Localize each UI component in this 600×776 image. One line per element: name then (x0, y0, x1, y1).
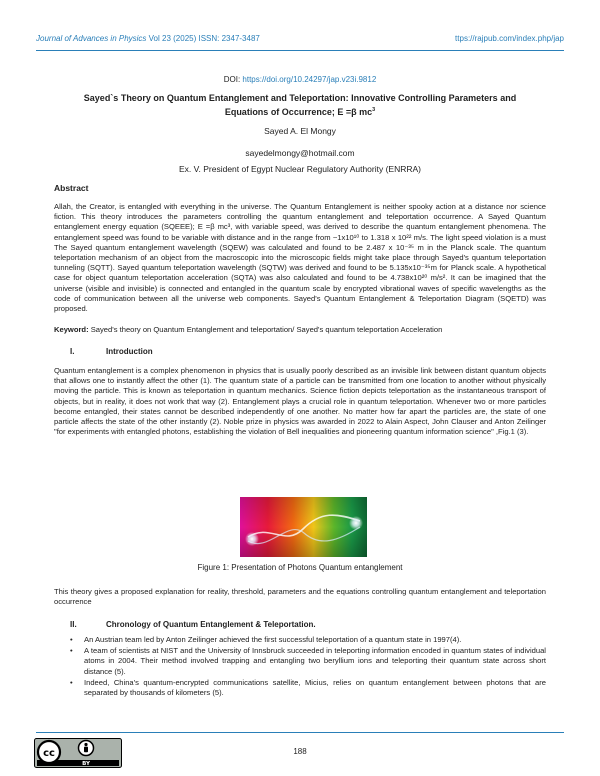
figure-entanglement-image (240, 497, 367, 557)
journal-name[interactable]: Journal of Advances in Physics (36, 34, 147, 43)
bullet-icon: • (70, 677, 73, 687)
keywords-text: Sayed's theory on Quantum Entanglement and teleportation/ Sayed's quantum teleportation Acceleration (90, 325, 443, 334)
abstract-text: Allah, the Creator, is entangled with everything in the universe. The Quantum Entanglement is neither spooky action at a distance nor science fiction. This theory introduces the parameters controlling the quantum entanglement and teleportation occurrence. A Sayed Quantum entanglement energy equation (SQEEE); E =β mc³, with variable speed, was derived to describe the quantum entanglement phenomena. The entanglement speed was found to be variable with distance and in the range from ~1x10¹⁰ to 1.318 x 10²² m/s. The light speed violation is a must The Sayed quantum entanglement wavelength (SQEW) was calculated and found to be 2.487 x 10⁻³⁵ m in the Planck scale. The quantum teleportation mechanism of an object from the macroscopic into the microscopic fields might take place through Sayed's quantum teleportation tunneling (SQTT). Sayed quantum teleportation wavelength (SQTW) was derived and found to be 5.135x10⁻³⁵m for Planck scale. A hypothetical case for object quantum teleportation acceleration (SQTA) was also calculated and found to be 4.738x10²⁰ m/s². It can be imagined that the universe (visible and invisible) is connected and entangled in the quantum scale by encrypted vibrational waves of specific wavelengths as the code of communication between all the universe web components. Sayed's Quantum Entanglement & Teleportation Diagram (SQETD) was proposed. (54, 202, 546, 314)
author-email[interactable]: sayedelmongy@hotmail.com (245, 148, 355, 158)
abstract-heading: Abstract (54, 183, 89, 193)
title-text: Sayed`s Theory on Quantum Entanglement and Teleportation: Innovative Controlling Parameters and Equations of Occurrence; E =β mc (83, 93, 517, 117)
section-number: II. (70, 620, 77, 629)
figure-caption: Figure 1: Presentation of Photons Quantum entanglement (197, 563, 403, 572)
introduction-text: Quantum entanglement is a complex phenomenon in physics that is usually poorly described as an invisible link between distant quantum objects that allows one to instantly affect the other (1). The quantum state of a particle can be transmitted from one location to another without physically moving the particle. This is known as teleportation in quantum mechanics. Science fiction depicts teleportation as the instantaneous transport of objects, but in reality, it does not work that way (2). Entanglement plays a crucial role in quantum teleportation. Whenever two or more particles become entangled, their states cannot be described independently of one another. No matter how far apart the particles are, the state of one particle affects the state of the other instantly (2). Noble prize in physics was awarded in 2022 to Alain Aspect, John Clauser and Anton Zeilinger "for experiments with entangled photons, establishing the violation of Bell inequalities and pioneering quantum information science" ,Fig.1 (3). (54, 366, 546, 437)
doi-link[interactable]: https://doi.org/10.24297/jap.v23i.9812 (242, 75, 377, 84)
svg-text:cc: cc (43, 748, 55, 759)
license-text: BY (82, 761, 90, 768)
list-item-text: Indeed, China's quantum-encrypted communications satellite, Micius, relies on quantum entanglement between photons that are separated by thousands of kilometers (5). (84, 677, 546, 698)
section-number: I. (70, 347, 75, 356)
list-item (70, 635, 546, 645)
theory-summary-text: This theory gives a proposed explanation for reality, threshold, parameters and the equations controlling quantum entanglement and teleportation occurrence (54, 587, 546, 607)
doi-label: DOI: (223, 75, 243, 84)
list-item-text: An Austrian team led by Anton Zeilinger achieved the first successful teleportation of a quantum state in 1997(4). (84, 635, 462, 644)
figure-graphic (240, 497, 367, 557)
running-header (36, 34, 564, 48)
footer-divider (36, 732, 564, 733)
keywords (54, 325, 554, 334)
section-heading-chronology (70, 620, 316, 629)
chronology-list (70, 635, 546, 699)
section-heading-introduction (70, 347, 153, 356)
doi-line (0, 75, 600, 84)
bullet-icon: • (70, 646, 73, 656)
journal-citation (36, 34, 260, 43)
journal-url[interactable]: ttps://rajpub.com/index.php/jap (455, 34, 564, 43)
author-name: Sayed A. El Mongy (264, 126, 336, 136)
title-superscript: 3 (372, 107, 376, 113)
journal-meta: Vol 23 (2025) ISSN: 2347-3487 (146, 34, 260, 43)
list-item (70, 677, 546, 698)
section-title: Introduction (106, 347, 153, 356)
keywords-label: Keyword: (54, 325, 91, 334)
header-divider (36, 50, 564, 51)
paper-title (70, 92, 530, 118)
author-affiliation: Ex. V. President of Egypt Nuclear Regulatory Authority (ENRRA) (178, 164, 422, 174)
page-number: 188 (293, 747, 307, 756)
section-title: Chronology of Quantum Entanglement & Teleportation. (106, 620, 316, 629)
list-item (70, 646, 546, 677)
bullet-icon: • (70, 635, 73, 644)
list-item-text: A team of scientists at NIST and the University of Innsbruck succeeded in teleporting information encoded in quantum states of individual atoms in 2004. Their method involved trapping and entangling two beryllium ions and teleporting their quantum state across short distance (5). (84, 646, 546, 676)
